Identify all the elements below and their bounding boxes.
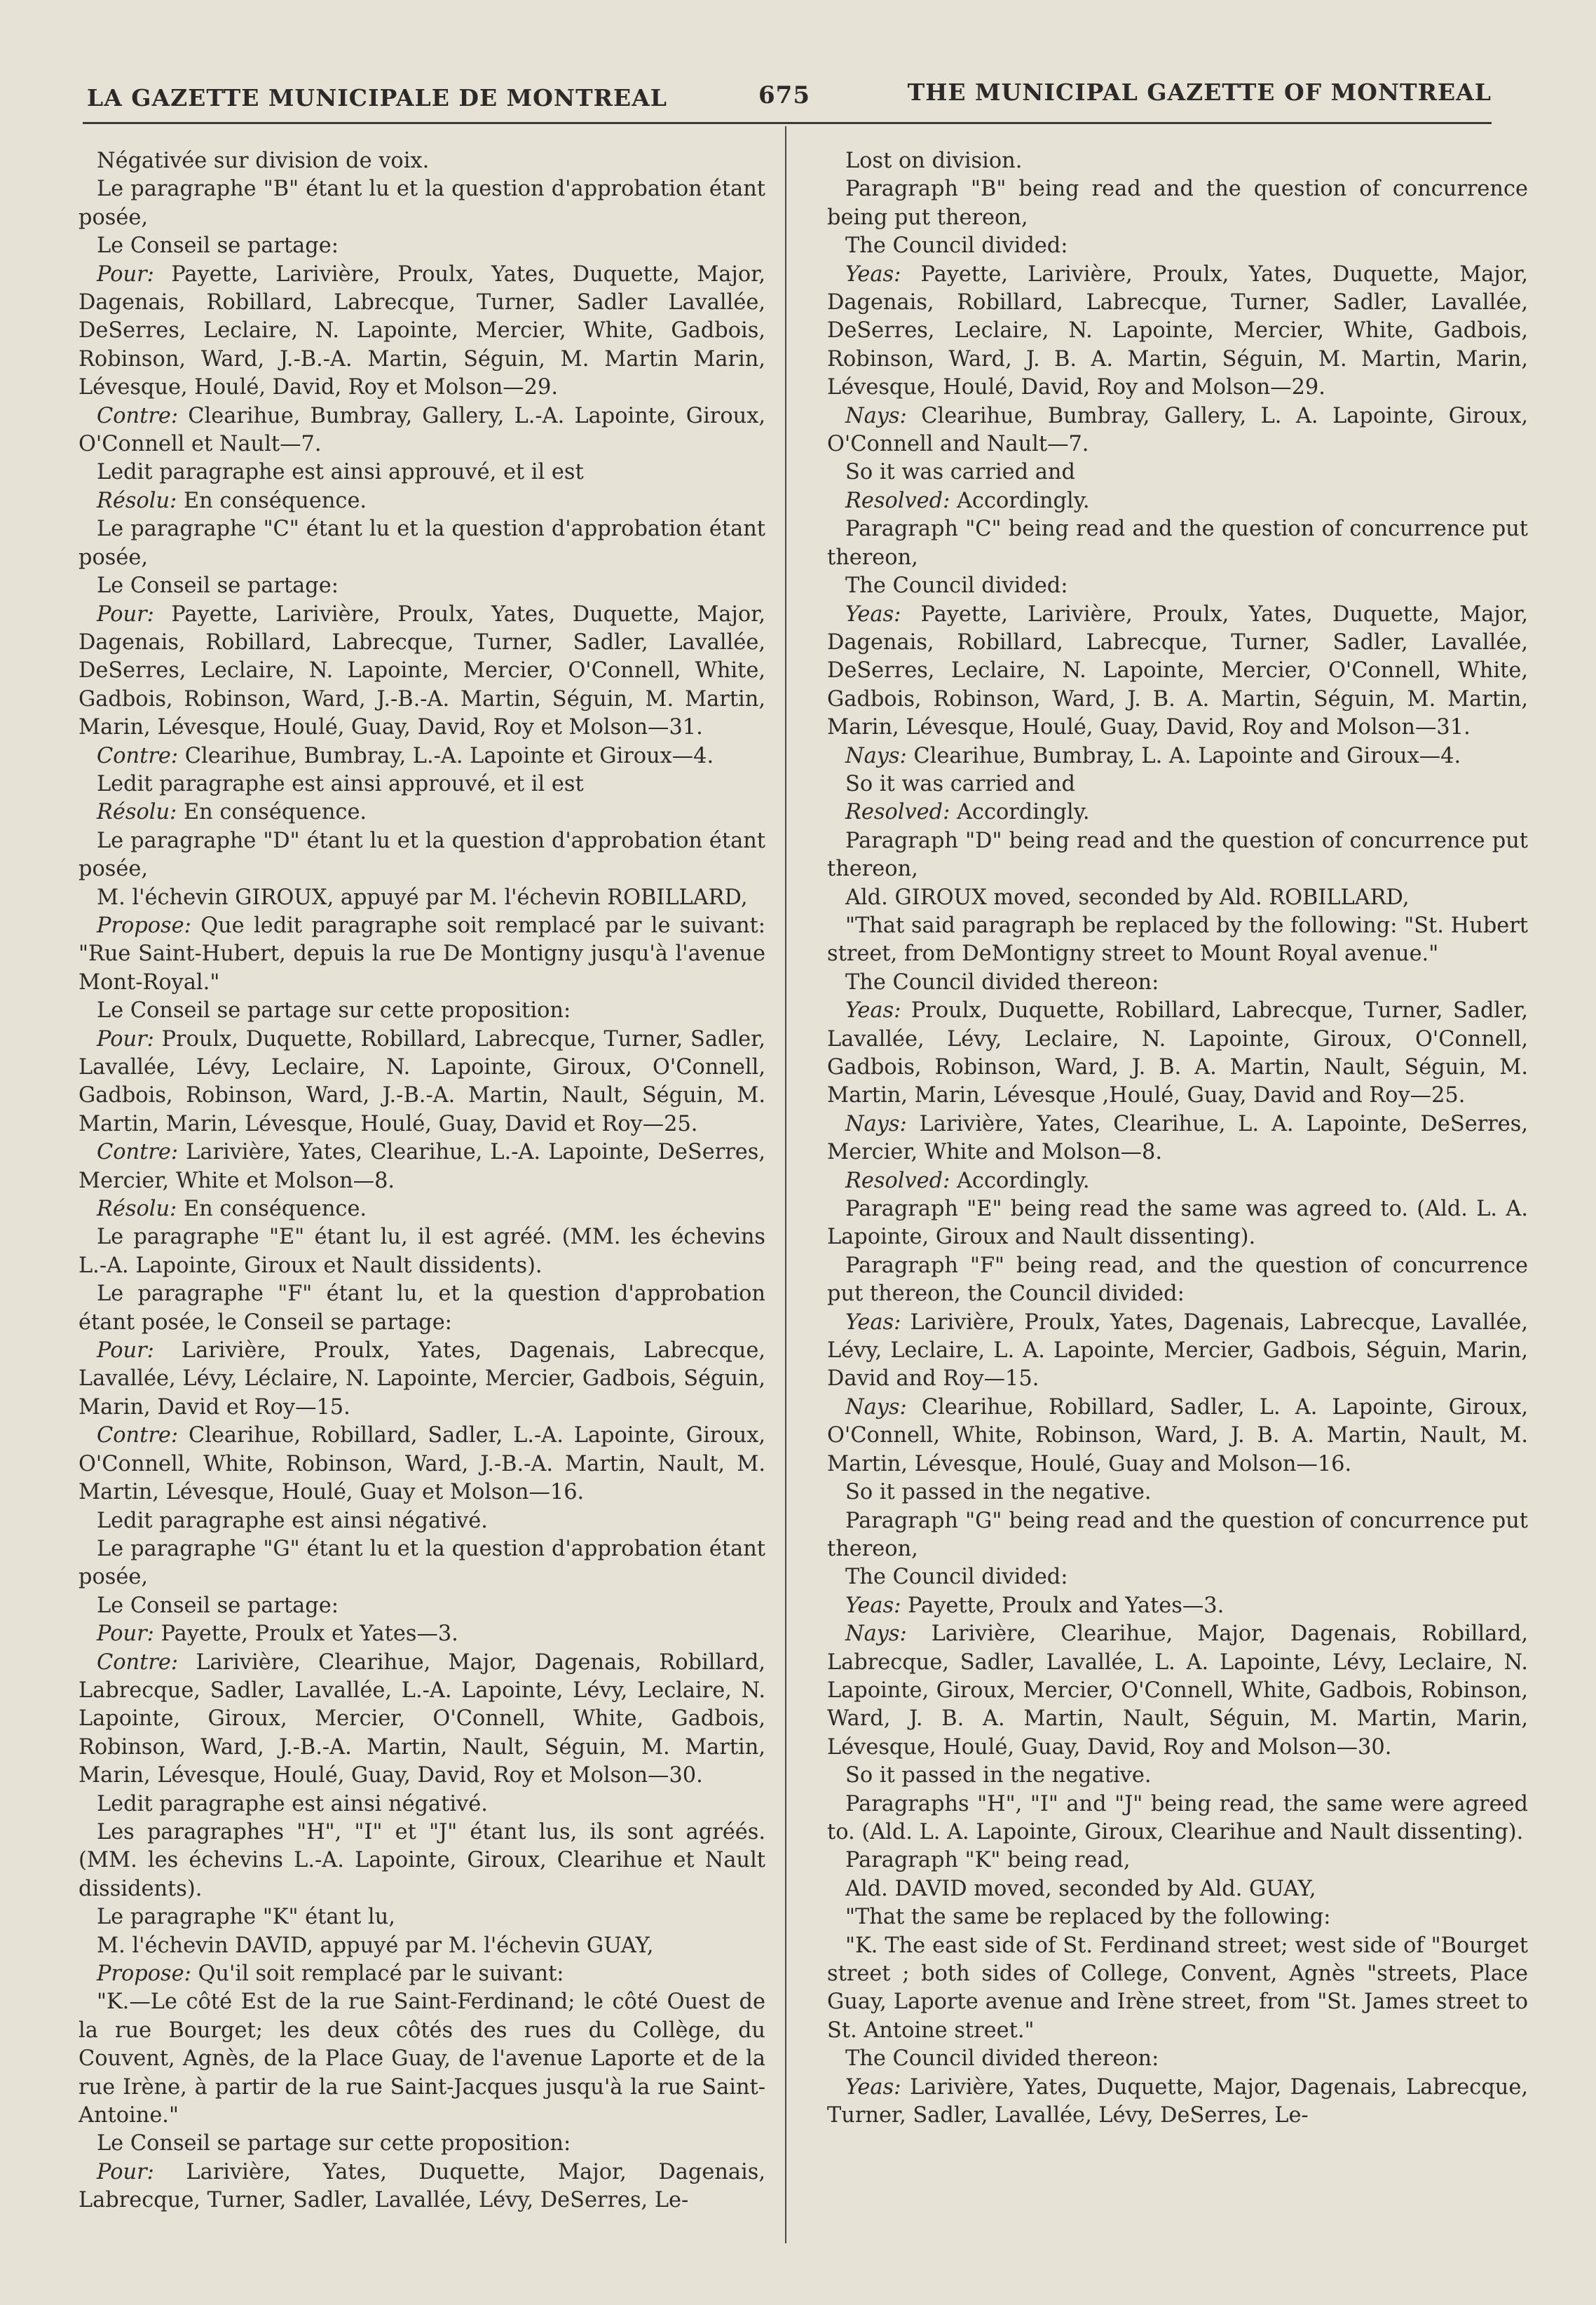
english-paragraph: Yeas: Larivière, Yates, Duquette, Major, Dagenais, Labrecque, Turner, Sadler, Lavallée, Lévy, DeSerres, Le- (827, 2074, 1528, 2128)
french-paragraph: "K.—Le côté Est de la rue Saint-Ferdinand; le côté Ouest de la rue Bourget; les deux côtés des rues du Collège, du Couvent, Agnès, de la Place Guay, de l'avenue Laporte et de la rue Irène, à partir de la rue Saint-Jacques jusqu'à la rue Saint-Antoine." (79, 1990, 765, 2128)
english-column (827, 147, 1528, 2130)
english-paragraph: Paragraph "B" being read and the question of concurrence being put thereon, (827, 177, 1528, 230)
english-paragraph: The Council divided: (845, 573, 1068, 599)
french-paragraph: Résolu: En conséquence. (97, 1197, 367, 1222)
english-paragraph: So it passed in the negative. (845, 1480, 1152, 1505)
english-paragraph: Paragraph "C" being read and the question of concurrence put thereon, (827, 517, 1528, 570)
french-paragraph: Contre: Larivière, Yates, Clearihue, L.-A. Lapointe, DeSerres, Mercier, White et Molson—8. (79, 1140, 765, 1193)
french-paragraph: Pour: Larivière, Yates, Duquette, Major, Dagenais, Labrecque, Turner, Sadler, Lavallée, Lévy, DeSerres, Le- (79, 2159, 765, 2213)
english-paragraph: The Council divided thereon: (845, 2046, 1159, 2072)
french-paragraph: Le Conseil se partage: (97, 233, 339, 259)
english-paragraph: Nays: Larivière, Yates, Clearihue, L. A. Lapointe, DeSerres, Mercier, White and Molson—8. (827, 1111, 1528, 1165)
english-paragraph: Yeas: Payette, Larivière, Proulx, Yates, Duquette, Major, Dagenais, Robillard, Labrecque, Turner, Sadler, Lavallée, DeSerres, Leclaire, N. Lapointe, Mercier, O'Connell, White, Gadbois, Robinson, Ward, J. B. A. Martin, Séguin, M. Martin, Marin, Lévesque, Houlé, Guay, David, Roy and Molson—31. (827, 601, 1528, 740)
english-paragraph: Paragraph "K" being read, (845, 1848, 1131, 1873)
french-paragraph: Pour: Larivière, Proulx, Yates, Dagenais, Labrecque, Lavallée, Lévy, Léclaire, N. Lapointe, Mercier, Gadbois, Séguin, Marin, David et Roy—15. (79, 1338, 765, 1420)
english-paragraph: Nays: Larivière, Clearihue, Major, Dagenais, Robillard, Labrecque, Sadler, Lavallée, L. A. Lapointe, Lévy, Leclaire, N. Lapointe, Giroux, Mercier, O'Connell, White, Gadbois, Robinson, Ward, J. B. A. Martin, Nault, Séguin, M. Martin, Marin, Lévesque, Houlé, Guay, David, Roy and Molson—30. (827, 1621, 1528, 1760)
english-paragraph: Lost on division. (845, 149, 1023, 173)
french-paragraph: Négativée sur division de voix. (97, 149, 430, 173)
french-paragraph: Contre: Clearihue, Bumbray, Gallery, L.-A. Lapointe, Giroux, O'Connell et Nault—7. (79, 403, 765, 457)
french-paragraph: Le Conseil se partage: (97, 1593, 339, 1618)
english-paragraph: Paragraph "D" being read and the question of concurrence put thereon, (827, 828, 1528, 882)
french-paragraph: Résolu: En conséquence. (97, 488, 367, 513)
french-paragraph: Contre: Larivière, Clearihue, Major, Dagenais, Robillard, Labrecque, Sadler, Lavallée, L.-A. Lapointe, Lévy, Leclaire, N. Lapointe, Giroux, Mercier, O'Connell, White, Gadbois, Robinson, Ward, J.-B.-A. Martin, Nault, Séguin, M. Martin, Marin, Lévesque, Houlé, Guay, David, Roy et Molson—30. (79, 1650, 765, 1788)
french-paragraph: Le paragraphe "D" étant lu et la question d'approbation étant posée, (79, 828, 765, 882)
english-paragraph: Nays: Clearihue, Bumbray, Gallery, L. A. Lapointe, Giroux, O'Connell and Nault—7. (827, 403, 1528, 457)
french-paragraph: Le Conseil se partage sur cette proposition: (97, 2131, 571, 2156)
header-title-french: LA GAZETTE MUNICIPALE DE MONTREAL (87, 84, 668, 111)
english-paragraph: "K. The east side of St. Ferdinand street; west side of "Bourget street ; both sides of College, Convent, Agnès "streets, Place Guay, Laporte avenue and Irène street, from "St. James street to St. Antoine street." (827, 1933, 1528, 2043)
column-divider (785, 126, 786, 2243)
english-paragraph: Paragraphs "H", "I" and "J" being read, the same were agreed to. (Ald. L. A. Lapointe, Giroux, Clearihue and Nault dissenting). (827, 1791, 1528, 1844)
english-paragraph: So it passed in the negative. (845, 1763, 1152, 1788)
french-paragraph: Ledit paragraphe est ainsi négativé. (97, 1508, 488, 1533)
english-paragraph: Paragraph "E" being read the same was agreed to. (Ald. L. A. Lapointe, Giroux and Nault dissenting). (827, 1197, 1528, 1250)
french-paragraph: Le paragraphe "E" étant lu, il est agréé. (MM. les échevins L.-A. Lapointe, Giroux et Nault dissidents). (79, 1225, 765, 1278)
english-paragraph: Yeas: Payette, Proulx and Yates—3. (845, 1593, 1225, 1618)
english-paragraph: Yeas: Larivière, Proulx, Yates, Dagenais, Labrecque, Lavallée, Lévy, Leclaire, L. A. Lapointe, Mercier, Gadbois, Séguin, Marin, David and Roy—15. (827, 1310, 1528, 1392)
french-paragraph: M. l'échevin GIROUX, appuyé par M. l'échevin ROBILLARD, (97, 885, 748, 910)
page-number: 675 (758, 81, 810, 109)
english-paragraph: Nays: Clearihue, Bumbray, L. A. Lapointe and Giroux—4. (845, 743, 1461, 768)
english-paragraph: Nays: Clearihue, Robillard, Sadler, L. A. Lapointe, Giroux, O'Connell, White, Robinson, Ward, J. B. A. Martin, Nault, M. Martin, Lévesque, Houlé, Guay and Molson—16. (827, 1394, 1528, 1476)
english-paragraph: The Council divided: (845, 233, 1068, 259)
french-paragraph: Contre: Clearihue, Bumbray, L.-A. Lapointe et Giroux—4. (97, 743, 714, 768)
english-paragraph: Ald. GIROUX moved, seconded by Ald. ROBILLARD, (845, 885, 1410, 910)
english-paragraph: "That the same be replaced by the following: (845, 1905, 1331, 1930)
french-paragraph: Le paragraphe "G" étant lu et la question d'approbation étant posée, (79, 1536, 765, 1590)
english-paragraph: Paragraph "G" being read and the question of concurrence put thereon, (827, 1508, 1528, 1561)
french-paragraph: Pour: Proulx, Duquette, Robillard, Labrecque, Turner, Sadler, Lavallée, Lévy, Leclaire, N. Lapointe, Giroux, O'Connell, Gadbois, Robinson, Ward, J.-B.-A. Martin, Nault, Séguin, M. Martin, Marin, Lévesque, Houlé, Guay, David et Roy—25. (79, 1026, 765, 1136)
page-header (83, 73, 1492, 124)
english-paragraph: The Council divided thereon: (845, 970, 1159, 995)
french-paragraph: Ledit paragraphe est ainsi négativé. (97, 1791, 488, 1816)
french-paragraph: Pour: Payette, Larivière, Proulx, Yates, Duquette, Major, Dagenais, Robillard, Labrecque, Turner, Sadler, Lavallée, DeSerres, Leclaire, N. Lapointe, Mercier, O'Connell, White, Gadbois, Robinson, Ward, J.-B.-A. Martin, Séguin, M. Martin, Marin, Lévesque, Houlé, Guay, David, Roy et Molson—31. (79, 601, 765, 740)
french-column (79, 147, 765, 2215)
french-paragraph: Pour: Payette, Larivière, Proulx, Yates, Duquette, Major, Dagenais, Robillard, Labrecque, Turner, Sadler Lavallée, DeSerres, Leclaire, N. Lapointe, Mercier, White, Gadbois, Robinson, Ward, J.-B.-A. Martin, Séguin, M. Martin Marin, Lévesque, Houlé, David, Roy et Molson—29. (79, 261, 765, 400)
french-paragraph: Propose: Qu'il soit remplacé par le suivant: (97, 1961, 564, 1986)
english-paragraph: Paragraph "F" being read, and the question of concurrence put thereon, the Council divided: (827, 1253, 1528, 1307)
french-paragraph: Le Conseil se partage sur cette proposition: (97, 998, 571, 1024)
french-paragraph: Le paragraphe "B" étant lu et la question d'approbation étant posée, (79, 177, 765, 230)
english-paragraph: The Council divided: (845, 1565, 1068, 1590)
english-paragraph: Resolved: Accordingly. (845, 488, 1090, 513)
french-paragraph: Ledit paragraphe est ainsi approuvé, et il est (97, 460, 584, 485)
french-paragraph: Le paragraphe "K" étant lu, (97, 1905, 395, 1930)
french-paragraph: Ledit paragraphe est ainsi approuvé, et il est (97, 771, 584, 796)
english-paragraph: Resolved: Accordingly. (845, 800, 1090, 825)
english-paragraph: "That said paragraph be replaced by the following: "St. Hubert street, from DeMontigny street to Mount Royal avenue." (827, 913, 1528, 967)
english-paragraph: Yeas: Proulx, Duquette, Robillard, Labrecque, Turner, Sadler, Lavallée, Lévy, Leclaire, N. Lapointe, Giroux, O'Connell, Gadbois, Robinson, Ward, J. B. A. Martin, Nault, Séguin, M. Martin, Marin, Lévesque ,Houlé, Guay, David and Roy—25. (827, 998, 1528, 1108)
french-paragraph: Les paragraphes "H", "I" et "J" étant lus, ils sont agréés. (MM. les échevins L.-A. Lapointe, Giroux, Clearihue et Nault dissidents). (79, 1819, 765, 1901)
french-paragraph: Le paragraphe "C" étant lu et la question d'approbation étant posée, (79, 517, 765, 570)
french-paragraph: Le paragraphe "F" étant lu, et la question d'approbation étant posée, le Conseil se partage: (79, 1281, 765, 1335)
french-paragraph: M. l'échevin DAVID, appuyé par M. l'échevin GUAY, (97, 1933, 654, 1958)
english-paragraph: So it was carried and (845, 771, 1075, 796)
english-paragraph: Yeas: Payette, Larivière, Proulx, Yates, Duquette, Major, Dagenais, Robillard, Labrecque, Turner, Sadler, Lavallée, DeSerres, Leclaire, N. Lapointe, Mercier, White, Gadbois, Robinson, Ward, J. B. A. Martin, Séguin, M. Martin, Marin, Lévesque, Houlé, David, Roy and Molson—29. (827, 261, 1528, 400)
header-title-english: THE MUNICIPAL GAZETTE OF MONTREAL (907, 79, 1492, 106)
french-paragraph: Résolu: En conséquence. (97, 800, 367, 825)
english-paragraph: Ald. DAVID moved, seconded by Ald. GUAY, (845, 1876, 1316, 1901)
french-paragraph: Le Conseil se partage: (97, 573, 339, 599)
french-paragraph: Pour: Payette, Proulx et Yates—3. (97, 1621, 458, 1647)
english-paragraph: So it was carried and (845, 460, 1075, 485)
english-paragraph: Resolved: Accordingly. (845, 1168, 1090, 1193)
french-paragraph: Propose: Que ledit paragraphe soit remplacé par le suivant: "Rue Saint-Hubert, depuis la rue De Montigny jusqu'à l'avenue Mont-Royal." (79, 913, 765, 995)
french-paragraph: Contre: Clearihue, Robillard, Sadler, L.-A. Lapointe, Giroux, O'Connell, White, Robinson, Ward, J.-B.-A. Martin, Nault, M. Martin, Lévesque, Houlé, Guay et Molson—16. (79, 1423, 765, 1505)
